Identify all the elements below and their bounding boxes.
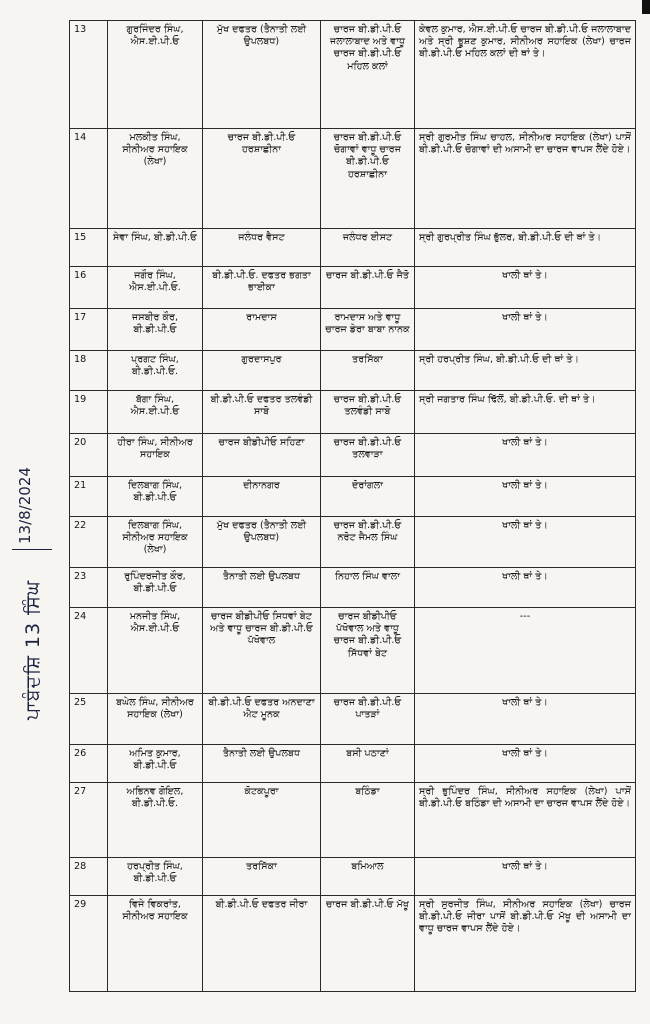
employee-name-cell: ਵਿਜੇ ਵਿਕਰਾਂਤ, ਸੀਨੀਅਰ ਸਹਾਇਕ: [108, 896, 203, 992]
remarks-cell: ਸ੍ਰੀ ਭੁਪਿੰਦਰ ਸਿੰਘ, ਸੀਨੀਅਰ ਸਹਾਇਕ (ਲੇਖਾ) ਪਾਸੋਂ ਬੀ.ਡੀ.ਪੀ.ਓ ਬਠਿੰਡਾ ਦੀ ਅਸਾਮੀ ਦਾ ਚਾਰਜ ਵਾਪਸ ਲੈਂਦੇ ਹੋਏ।: [415, 783, 636, 858]
serial-number-cell: 27: [70, 783, 108, 858]
new-posting-cell: ਚਾਰਜ ਬੀ.ਡੀ.ਪੀ.ਓ ਜੈਤੋ: [321, 267, 415, 309]
table-row: [70, 783, 636, 858]
margin-signature: ਪਾਬੰਦਸ਼ਿ 13 ਸਿੰਘ: [22, 579, 44, 720]
serial-number-cell: 25: [70, 694, 108, 745]
employee-name-cell: ਗੁਰਜਿੰਦਰ ਸਿੰਘ, ਐਸ.ਈ.ਪੀ.ਓ: [108, 21, 203, 129]
employee-name-cell: ਸੇਵਾ ਸਿੰਘ, ਬੀ.ਡੀ.ਪੀ.ਓ: [108, 229, 203, 267]
employee-name-cell: ਪ੍ਰਗਟ ਸਿੰਘ, ਬੀ.ਡੀ.ਪੀ.ਓ.: [108, 351, 203, 391]
remarks-cell: ---: [415, 608, 636, 694]
margin-divider: [12, 549, 52, 550]
employee-name-cell: ਜਗੌਰ ਸਿੰਘ, ਐਸ.ਈ.ਪੀ.ਓ.: [108, 267, 203, 309]
current-posting-cell: ਚਾਰਜ ਬੀ.ਡੀ.ਪੀ.ਓ ਹਰਸ਼ਾਛੀਨਾ: [203, 129, 321, 229]
serial-number-cell: 29: [70, 896, 108, 992]
table-row: [70, 896, 636, 992]
new-posting-cell: ਬਮਿਆਲ: [321, 858, 415, 896]
current-posting-cell: ਜਲੰਧਰ ਵੈਸਟ: [203, 229, 321, 267]
employee-name-cell: ਮਲਕੀਤ ਸਿੰਘ, ਸੀਨੀਅਰ ਸਹਾਇਕ (ਲੇਖਾ): [108, 129, 203, 229]
serial-number-cell: 18: [70, 351, 108, 391]
remarks-cell: ਸ੍ਰੀ ਗੁਰਪ੍ਰੀਤ ਸਿੰਘ ਭੁੱਲਰ, ਬੀ.ਡੀ.ਪੀ.ਓ ਦੀ ਥਾਂ ਤੇ।: [415, 229, 636, 267]
remarks-cell: ਕੇਵਲ ਕੁਮਾਰ, ਐਸ.ਈ.ਪੀ.ਓ ਚਾਰਜ ਬੀ.ਡੀ.ਪੀ.ਓ ਜਲਾਲਾਬਾਦ ਅਤੇ ਸ੍ਰੀ ਭੂਸ਼ਣ ਕੁਮਾਰ, ਸੀਨੀਅਰ ਸਹਾਇਕ (ਲੇਖਾ) ਚਾਰਜ ਬੀ.ਡੀ.ਪੀ.ਓ ਮਹਿਲ ਕਲਾਂ ਦੀ ਥਾਂ ਤੇ।: [415, 21, 636, 129]
remarks-cell: ਖਾਲੀ ਥਾਂ ਤੇ।: [415, 694, 636, 745]
serial-number-cell: 28: [70, 858, 108, 896]
remarks-cell: ਸ੍ਰੀ ਹਰਪ੍ਰੀਤ ਸਿੰਘ, ਬੀ.ਡੀ.ਪੀ.ਓ ਦੀ ਥਾਂ ਤੇ।: [415, 351, 636, 391]
current-posting-cell: ਬੀ.ਡੀ.ਪੀ.ਓ. ਦਫਤਰ ਭਗਤਾ ਭਾਈਕਾ: [203, 267, 321, 309]
serial-number-cell: 16: [70, 267, 108, 309]
serial-number-cell: 20: [70, 434, 108, 477]
current-posting-cell: ਮੁੱਖ ਦਫਤਰ (ਤੈਨਾਤੀ ਲਈ ਉਪਲਬਧ): [203, 21, 321, 129]
table-row: [70, 229, 636, 267]
current-posting-cell: ਤਰਸਿੱਕਾ: [203, 858, 321, 896]
current-posting-cell: ਗੁਰਦਾਸਪੁਰ: [203, 351, 321, 391]
table-row: [70, 745, 636, 783]
serial-number-cell: 26: [70, 745, 108, 783]
employee-name-cell: ਦਿਲਬਾਗ ਸਿੰਘ, ਸੀਨੀਅਰ ਸਹਾਇਕ (ਲੇਖਾ): [108, 517, 203, 568]
new-posting-cell: ਚਾਰਜ ਬੀ.ਡੀ.ਪੀ.ਓ ਚੋਗਾਵਾਂ ਵਾਧੂ ਚਾਰਜ ਬੀ.ਡੀ.ਪੀ.ਓ ਹਰਸ਼ਾਛੀਨਾ: [321, 129, 415, 229]
serial-number-cell: 21: [70, 477, 108, 517]
table-row: [70, 267, 636, 309]
current-posting-cell: ਕੋਟਕਪੂਰਾ: [203, 783, 321, 858]
scan-edge-mark: [642, 0, 650, 14]
remarks-cell: ਖਾਲੀ ਥਾਂ ਤੇ।: [415, 434, 636, 477]
remarks-cell: ਖਾਲੀ ਥਾਂ ਤੇ।: [415, 745, 636, 783]
new-posting-cell: ਚਾਰਜ ਬੀ.ਡੀ.ਪੀ.ਓ ਮੱਖੂ: [321, 896, 415, 992]
new-posting-cell: ਬਸੀ ਪਠਾਣਾਂ: [321, 745, 415, 783]
current-posting-cell: ਬੀ.ਡੀ.ਪੀ.ਓ ਦਫਤਰ ਜੀਰਾ: [203, 896, 321, 992]
serial-number-cell: 17: [70, 309, 108, 351]
table-row: [70, 351, 636, 391]
transfer-order-table: [69, 20, 636, 992]
table-row: [70, 568, 636, 608]
employee-name-cell: ਹਰਪ੍ਰੀਤ ਸਿੰਘ, ਬੀ.ਡੀ.ਪੀ.ਓ: [108, 858, 203, 896]
remarks-cell: ਖਾਲੀ ਥਾਂ ਤੇ।: [415, 267, 636, 309]
remarks-cell: ਸ੍ਰੀ ਸੁਰਜੀਤ ਸਿੰਘ, ਸੀਨੀਅਰ ਸਹਾਇਕ (ਲੇਖਾ) ਚਾਰਜ ਬੀ.ਡੀ.ਪੀ.ਓ ਜੀਰਾ ਪਾਸੋਂ ਬੀ.ਡੀ.ਪੀ.ਓ ਮੱਖੂ ਦੀ ਅਸਾਮੀ ਦਾ ਵਾਧੂ ਚਾਰਜ ਵਾਪਸ ਲੈਂਦੇ ਹੋਏ।: [415, 896, 636, 992]
table-row: [70, 129, 636, 229]
employee-name-cell: ਬੱਗਾ ਸਿੰਘ, ਐਸ.ਈ.ਪੀ.ਓ: [108, 391, 203, 434]
serial-number-cell: 23: [70, 568, 108, 608]
serial-number-cell: 13: [70, 21, 108, 129]
serial-number-cell: 22: [70, 517, 108, 568]
current-posting-cell: ਦੀਨਾਨਗਰ: [203, 477, 321, 517]
new-posting-cell: ਚਾਰਜ ਬੀ.ਡੀ.ਪੀ.ਓ ਨਰੋਟ ਜੈਮਲ ਸਿੰਘ: [321, 517, 415, 568]
new-posting-cell: ਚਾਰਜ ਬੀ.ਡੀ.ਪੀ.ਓ ਤਲਵੰਡੀ ਸਾਬੋ: [321, 391, 415, 434]
margin-signature-note: [8, 370, 68, 720]
current-posting-cell: ਬੀ.ਡੀ.ਪੀ.ਓ ਦਫਤਰ ਤਲਵੰਡੀ ਸਾਬੋ: [203, 391, 321, 434]
serial-number-cell: 24: [70, 608, 108, 694]
employee-name-cell: ਦਿਲਬਾਗ ਸਿੰਘ, ਬੀ.ਡੀ.ਪੀ.ਓ: [108, 477, 203, 517]
table-body: [70, 21, 636, 992]
new-posting-cell: ਦੋਰਾਂਗਲਾ: [321, 477, 415, 517]
current-posting-cell: ਰਾਮਦਾਸ: [203, 309, 321, 351]
serial-number-cell: 15: [70, 229, 108, 267]
new-posting-cell: ਰਾਮਦਾਸ ਅਤੇ ਵਾਧੂ ਚਾਰਜ ਡੇਰਾ ਬਾਬਾ ਨਾਨਕ: [321, 309, 415, 351]
remarks-cell: ਖਾਲੀ ਥਾਂ ਤੇ।: [415, 309, 636, 351]
table-row: [70, 608, 636, 694]
new-posting-cell: ਚਾਰਜ ਬੀ.ਡੀ.ਪੀ.ਓ ਤਲਵਾੜਾ: [321, 434, 415, 477]
employee-name-cell: ਰੁਪਿੰਦਰਜੀਤ ਕੌਰ, ਬੀ.ਡੀ.ਪੀ.ਓ: [108, 568, 203, 608]
new-posting-cell: ਜਲੰਧਰ ਈਸਟ: [321, 229, 415, 267]
employee-name-cell: ਜਸਬੀਰ ਕੌਰ, ਬੀ.ਡੀ.ਪੀ.ਓ: [108, 309, 203, 351]
new-posting-cell: ਨਿਹਾਲ ਸਿੰਘ ਵਾਲਾ: [321, 568, 415, 608]
new-posting-cell: ਚਾਰਜ ਬੀ.ਡੀ.ਪੀ.ਓ ਜਲਾਲਾਬਾਦ ਅਤੇ ਵਾਧੂ ਚਾਰਜ ਬੀ.ਡੀ.ਪੀ.ਓ ਮਹਿਲ ਕਲਾਂ: [321, 21, 415, 129]
current-posting-cell: ਚਾਰਜ ਬੀਡੀਪੀਓ ਸਿਧਵਾਂ ਬੇਟ ਅਤੇ ਵਾਧੂ ਚਾਰਜ ਬੀ.ਡੀ.ਪੀ.ਓ ਪੱਖੋਵਾਲ: [203, 608, 321, 694]
remarks-cell: ਖਾਲੀ ਥਾਂ ਤੇ।: [415, 517, 636, 568]
employee-name-cell: ਅਭਿਨਵ ਗੋਇਲ, ਬੀ.ਡੀ.ਪੀ.ਓ.: [108, 783, 203, 858]
table-row: [70, 309, 636, 351]
current-posting-cell: ਚਾਰਜ ਬੀਡੀਪੀਓ ਸਹਿਣਾ: [203, 434, 321, 477]
new-posting-cell: ਬਠਿੰਡਾ: [321, 783, 415, 858]
table-row: [70, 694, 636, 745]
employee-name-cell: ਮਨਜੀਤ ਸਿੰਘ, ਐਸ.ਈ.ਪੀ.ਓ: [108, 608, 203, 694]
margin-date: 13/8/2024: [16, 467, 34, 544]
current-posting-cell: ਬੀ.ਡੀ.ਪੀ.ਓ ਦਫਤਰ ਅਨਦਾਣਾ ਐਟ ਮੂਨਕ: [203, 694, 321, 745]
employee-name-cell: ਹੀਰਾ ਸਿੰਘ, ਸੀਨੀਅਰ ਸਹਾਇਕ: [108, 434, 203, 477]
remarks-cell: ਸ੍ਰੀ ਗੁਰਮੀਤ ਸਿੰਘ ਚਾਹਲ, ਸੀਨੀਅਰ ਸਹਾਇਕ (ਲੇਖਾ) ਪਾਸੋਂ ਬੀ.ਡੀ.ਪੀ.ਓ ਚੋਗਾਵਾਂ ਦੀ ਅਸਾਮੀ ਦਾ ਚਾਰਜ ਵਾਪਸ ਲੈਂਦੇ ਹੋਏ।: [415, 129, 636, 229]
new-posting-cell: ਚਾਰਜ ਬੀ.ਡੀ.ਪੀ.ਓ ਪਾਤੜਾਂ: [321, 694, 415, 745]
new-posting-cell: ਤਰਸਿੱਕਾ: [321, 351, 415, 391]
serial-number-cell: 19: [70, 391, 108, 434]
remarks-cell: ਖਾਲੀ ਥਾਂ ਤੇ।: [415, 477, 636, 517]
employee-name-cell: ਬਘੇਲ ਸਿੰਘ, ਸੀਨੀਅਰ ਸਹਾਇਕ (ਲੇਖਾ): [108, 694, 203, 745]
remarks-cell: ਖਾਲੀ ਥਾਂ ਤੇ।: [415, 568, 636, 608]
table-row: [70, 21, 636, 129]
remarks-cell: ਸ੍ਰੀ ਜਗਤਾਰ ਸਿੰਘ ਢਿੱਲੋਂ, ਬੀ.ਡੀ.ਪੀ.ਓ. ਦੀ ਥਾਂ ਤੇ।: [415, 391, 636, 434]
table-row: [70, 391, 636, 434]
current-posting-cell: ਤੈਨਾਤੀ ਲਈ ਉਪਲਬਧ: [203, 745, 321, 783]
remarks-cell: ਖਾਲੀ ਥਾਂ ਤੇ।: [415, 858, 636, 896]
serial-number-cell: 14: [70, 129, 108, 229]
current-posting-cell: ਮੁੱਖ ਦਫਤਰ (ਤੈਨਾਤੀ ਲਈ ਉਪਲਬਧ): [203, 517, 321, 568]
table-row: [70, 434, 636, 477]
table-row: [70, 858, 636, 896]
table-row: [70, 517, 636, 568]
table-row: [70, 477, 636, 517]
employee-name-cell: ਅਮਿਤ ਕੁਮਾਰ, ਬੀ.ਡੀ.ਪੀ.ਓ: [108, 745, 203, 783]
new-posting-cell: ਚਾਰਜ ਬੀਡੀਪੀਓ ਪੱਖੋਵਾਲ ਅਤੇ ਵਾਧੂ ਚਾਰਜ ਬੀ.ਡੀ.ਪੀ.ਓ ਸਿੱਧਵਾਂ ਬੇਟ: [321, 608, 415, 694]
current-posting-cell: ਤੈਨਾਤੀ ਲਈ ਉਪਲਬਧ: [203, 568, 321, 608]
